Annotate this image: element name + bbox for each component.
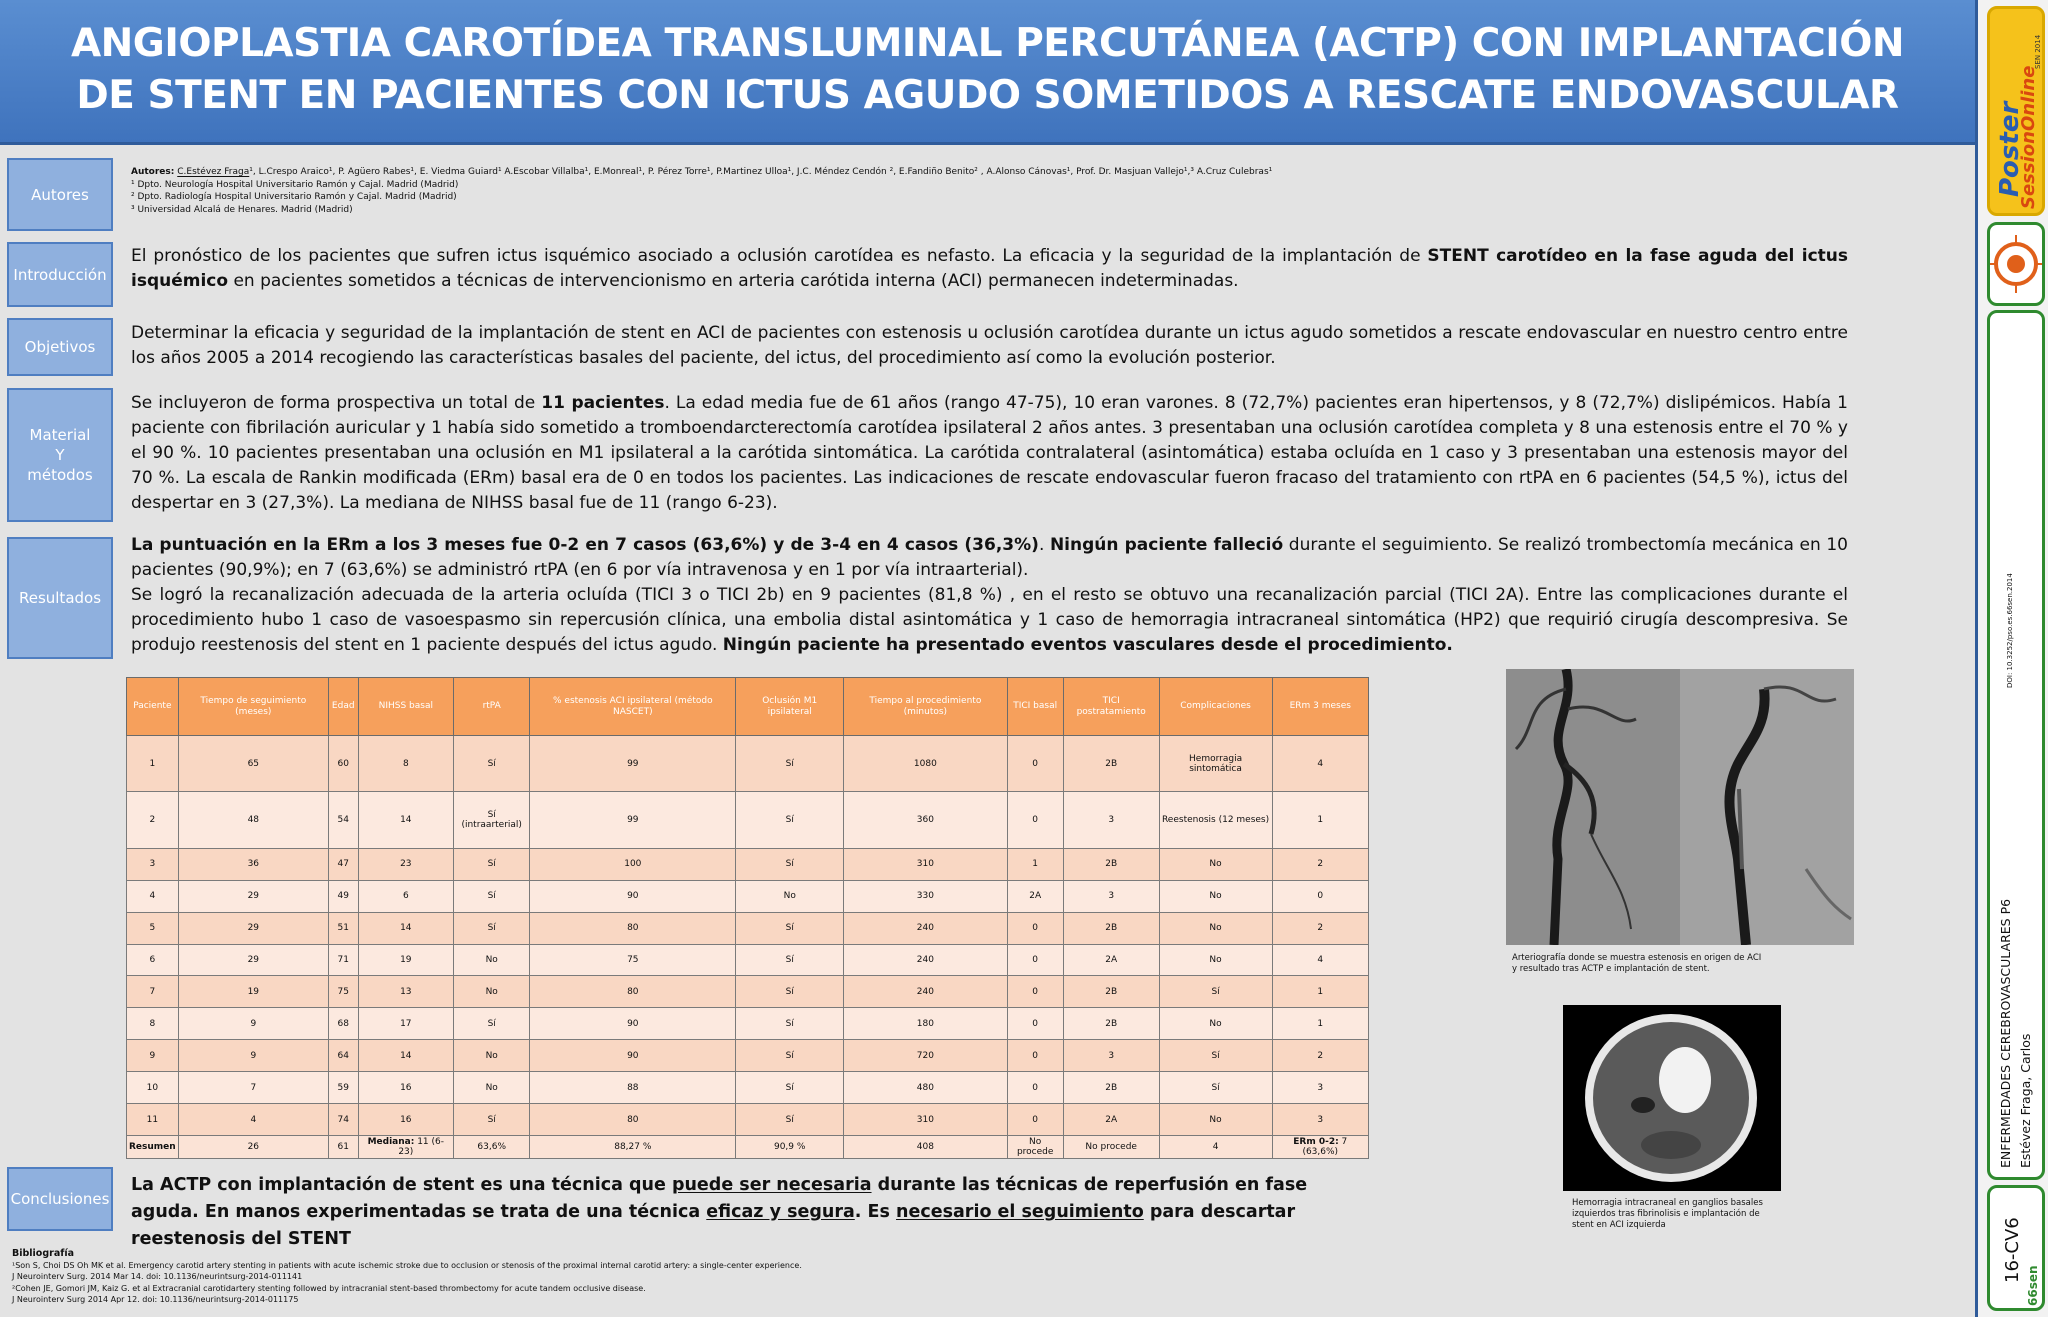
brand-word-1: Poster — [1995, 101, 2025, 197]
table-header-cell: Tiempo de seguimiento (meses) — [178, 678, 328, 736]
table-cell: 4 — [178, 1104, 328, 1136]
table-header-cell: TICI basal — [1007, 678, 1063, 736]
table-cell: Sí (intraarterial) — [454, 792, 530, 848]
section-label-resultados: Resultados — [7, 537, 113, 659]
affiliation-2: ² Dpto. Radiología Hospital Universitario Ramón y Cajal. Madrid (Madrid) — [131, 192, 457, 202]
summary-cell: 61 — [328, 1136, 358, 1159]
table-cell: 19 — [178, 976, 328, 1008]
table-cell: 80 — [530, 912, 736, 944]
table-header-cell: Edad — [328, 678, 358, 736]
table-cell: 5 — [127, 912, 179, 944]
table-body — [127, 736, 1369, 1136]
table-cell: No — [1159, 848, 1272, 880]
introduccion-text — [131, 244, 1848, 294]
table-cell: 16 — [358, 1104, 453, 1136]
table-cell: 0 — [1007, 1040, 1063, 1072]
table-cell: 6 — [127, 944, 179, 976]
table-cell: Sí — [454, 880, 530, 912]
material-line-1: Material — [29, 426, 91, 444]
table-cell: 2A — [1063, 944, 1159, 976]
table-row — [127, 792, 1369, 848]
table-row — [127, 944, 1369, 976]
section-label-autores: Autores — [7, 158, 113, 231]
table-cell: 2B — [1063, 1072, 1159, 1104]
table-cell: 51 — [328, 912, 358, 944]
concl-part-1: La ACTP con implantación de stent es una técnica que — [131, 1175, 672, 1195]
table-cell: 2 — [1272, 912, 1368, 944]
resultados-paragraph-1 — [131, 533, 1848, 583]
table-cell: 9 — [127, 1040, 179, 1072]
table-cell: 330 — [844, 880, 1007, 912]
table-cell: 74 — [328, 1104, 358, 1136]
summary-bold: Mediana: — [367, 1137, 415, 1147]
table-cell: 0 — [1007, 912, 1063, 944]
sen-mark: 66sen — [2026, 1265, 2040, 1306]
society-logo — [1987, 222, 2045, 306]
material-line-2: Y — [55, 446, 65, 464]
table-header-cell: Tiempo al procedimiento (minutos) — [844, 678, 1007, 736]
table-cell: 71 — [328, 944, 358, 976]
table-cell: 240 — [844, 976, 1007, 1008]
table-cell: 90 — [530, 880, 736, 912]
poster-code: 16-CV6 — [2002, 1217, 2023, 1283]
table-cell: 3 — [1063, 792, 1159, 848]
table-cell: 1 — [127, 736, 179, 792]
poster-info-box — [1987, 310, 2045, 1180]
table-summary-row — [127, 1136, 1369, 1159]
right-sidebar — [1975, 0, 2048, 1317]
material-line-3: métodos — [27, 466, 93, 484]
table-cell: 2B — [1063, 848, 1159, 880]
table-cell: 23 — [358, 848, 453, 880]
table-row — [127, 1104, 1369, 1136]
bibliography-line: J Neurointerv Surg 2014 Apr 12. doi: 10.1136/neurintsurg-2014-011175 — [12, 1295, 299, 1304]
metodos-bold: 11 pacientes — [541, 393, 665, 413]
table-cell: 720 — [844, 1040, 1007, 1072]
poster-code-box — [1987, 1185, 2045, 1311]
summary-cell: 90,9 % — [736, 1136, 844, 1159]
table-row — [127, 736, 1369, 792]
table-cell: 0 — [1007, 1072, 1063, 1104]
table-header-row — [127, 678, 1369, 736]
table-cell: No — [1159, 1104, 1272, 1136]
table-cell: 3 — [1063, 880, 1159, 912]
doi-label: DOI: 10.3252/pso.es.66sen.2014 — [2006, 573, 2014, 688]
table-row — [127, 880, 1369, 912]
table-cell: No — [736, 880, 844, 912]
metodos-part-1: Se incluyeron de forma prospectiva un total de — [131, 393, 542, 413]
angiography-caption: Arteriografía donde se muestra estenosis en origen de ACI y resultado tras ACTP e implantación de stent. — [1512, 953, 1762, 974]
concl-part-2: durante las técnicas de reperfusión en fase aguda. En manos experimentadas se trata de una técnica — [131, 1175, 1308, 1222]
table-cell: 29 — [178, 880, 328, 912]
table-cell: 1 — [1272, 976, 1368, 1008]
table-cell: 80 — [530, 976, 736, 1008]
bibliography-line: J Neurointerv Surg. 2014 Mar 14. doi: 10.1136/neurintsurg-2014-011141 — [12, 1272, 303, 1281]
table-cell: 1 — [1272, 792, 1368, 848]
table-cell: 90 — [530, 1040, 736, 1072]
table-cell: No — [1159, 944, 1272, 976]
table-cell: Sí — [736, 1104, 844, 1136]
table-cell: Sí — [736, 1072, 844, 1104]
table-cell: 1 — [1272, 1008, 1368, 1040]
table-cell: 2B — [1063, 976, 1159, 1008]
conclusiones-text — [131, 1172, 1371, 1253]
title-bar — [0, 0, 1975, 145]
table-cell: 3 — [1272, 1104, 1368, 1136]
table-cell: 4 — [1272, 944, 1368, 976]
table-cell: 8 — [358, 736, 453, 792]
metodos-part-2: . La edad media fue de 61 años (rango 47-75), 10 eran varones. 8 (72,7%) pacientes eran hipertensos, y 8 (72,7%) dislipémicos. Había 1 paciente con fibrilación auricular y 1 había sido sometido a tromboendarcterectomía carotídea ipsilateral 2 años antes. 3 presentaban una oclusión carotídea completa y 8 una estenosis entre el 70 % y el 90 %. 10 pacientes presentaban una oclusión en M1 ipsilateral a la carótida sintomática. La carótida contralateral (asintomática) estaba ocluída en 1 caso y 3 presentaban una estenosis mayor del 70 %. La escala de Rankin modificada (ERm) basal era de 0 en todos los pacientes. Las indicaciones de rescate endovascular fueron fracaso del tratamiento con rtPA en 6 pacientes (54,5 %), ictus del despertar en 3 (27,3%). La mediana de NIHSS basal fue de 11 (rango 6-23). — [131, 393, 1848, 513]
table-cell: 13 — [358, 976, 453, 1008]
table-header-cell: Oclusión M1 ipsilateral — [736, 678, 844, 736]
table-cell: 54 — [328, 792, 358, 848]
resultados-part-2: Se logró la recanalización adecuada de la arteria ocluída (TICI 3 o TICI 2b) en 9 pacientes (81,8 %) , en el resto se obtuvo una recanalización parcial (TICI 2A). Entre las complicaciones durante el procedimiento hubo 1 caso de vasoespasmo sin repercusión clínica, una embolia distal asintomática y 1 caso de hemorragia intracraneal sintomática (HP2) que requirió cirugía descompresiva. Se produjo reestenosis del stent en 1 paciente después del ictus agudo. — [131, 585, 1848, 655]
table-cell: Sí — [736, 912, 844, 944]
summary-cell: 4 — [1159, 1136, 1272, 1159]
authors-rest: ¹, L.Crespo Araico¹, P. Agüero Rabes¹, E. Viedma Guiard¹ A.Escobar Villalba¹, E.Monreal¹, P. Pérez Torre¹, P.Martinez Ulloa¹, J.C. Méndez Cendón ², E.Fandiño Benito² , A.Alonso Cánovas¹, Prof. Dr. Masjuan Vallejo¹,³ A.Cruz Culebras¹ — [249, 167, 1273, 177]
table-cell: 4 — [1272, 736, 1368, 792]
table-row — [127, 1072, 1369, 1104]
summary-cell: No procede — [1007, 1136, 1063, 1159]
author-label: Estévez Fraga, Carlos — [2018, 1033, 2033, 1168]
table-cell: Sí — [454, 736, 530, 792]
table-cell: Sí — [454, 912, 530, 944]
table-header-cell: TICI postratamiento — [1063, 678, 1159, 736]
table-cell: 68 — [328, 1008, 358, 1040]
table-cell: Sí — [736, 976, 844, 1008]
table-cell: 14 — [358, 792, 453, 848]
summary-cell — [358, 1136, 453, 1159]
table-cell: 310 — [844, 848, 1007, 880]
table-header-cell: % estenosis ACI ipsilateral (método NASCET) — [530, 678, 736, 736]
table-row — [127, 1008, 1369, 1040]
table-cell: 2 — [127, 792, 179, 848]
ct-scan-image — [1563, 1005, 1781, 1191]
section-label-objetivos: Objetivos — [7, 318, 113, 376]
table-cell: 60 — [328, 736, 358, 792]
concl-underline-3: necesario el seguimiento — [896, 1202, 1144, 1222]
table-cell: 2A — [1007, 880, 1063, 912]
table-cell: 80 — [530, 1104, 736, 1136]
table-cell: 100 — [530, 848, 736, 880]
summary-cell: 63,6% — [454, 1136, 530, 1159]
table-row — [127, 848, 1369, 880]
resultados-bold-3: Ningún paciente ha presentado eventos vasculares desde el procedimiento. — [722, 635, 1453, 655]
summary-value: 11 (6-23) — [398, 1137, 445, 1157]
table-cell: 8 — [127, 1008, 179, 1040]
angiography-illustration — [1506, 669, 1854, 945]
ct-caption: Hemorragia intracraneal en ganglios basales izquierdos tras fibrinolisis e implantación de stent en ACI izquierda — [1572, 1198, 1763, 1230]
table-cell: 0 — [1007, 1104, 1063, 1136]
table-cell: Sí — [454, 1008, 530, 1040]
poster-session-logo — [1987, 6, 2045, 216]
authors-label: Autores: — [131, 167, 175, 177]
table-row — [127, 912, 1369, 944]
table-header-cell: Complicaciones — [1159, 678, 1272, 736]
table-cell: 88 — [530, 1072, 736, 1104]
table-cell: 1 — [1007, 848, 1063, 880]
table-cell: Sí — [736, 848, 844, 880]
table-cell: 6 — [358, 880, 453, 912]
bibliography-line: ¹Son S, Choi DS Oh MK et al. Emergency carotid artery stenting in patients with acute ischemic stroke due to occlusion or stenosis of the proximal internal carotid artery: a single-center experience. — [12, 1260, 802, 1270]
table-row — [127, 976, 1369, 1008]
table-cell: 2A — [1063, 1104, 1159, 1136]
table-cell: 3 — [1272, 1072, 1368, 1104]
table-cell: Sí — [736, 736, 844, 792]
resultados-text — [131, 533, 1848, 658]
intro-part-1: El pronóstico de los pacientes que sufren ictus isquémico asociado a oclusión carotídea es nefasto. La eficacia y la seguridad de la implantación de — [131, 246, 1428, 266]
table-cell: Sí — [736, 1040, 844, 1072]
table-header-cell: NIHSS basal — [358, 678, 453, 736]
category-label: ENFERMEDADES CEREBROVASCULARES P6 — [1998, 898, 2013, 1168]
table-cell: 0 — [1007, 1008, 1063, 1040]
objetivos-text: Determinar la eficacia y seguridad de la implantación de stent en ACI de pacientes con estenosis u oclusión carotídea durante un ictus agudo sometidos a rescate endovascular en nuestro centro entre los años 2005 a 2014 recogiendo las características basales del paciente, del ictus, del procedimiento así como la evolución posterior. — [131, 323, 1848, 368]
table-cell: 4 — [127, 880, 179, 912]
ct-illustration — [1563, 1005, 1781, 1191]
table-cell: 240 — [844, 912, 1007, 944]
table-cell: 19 — [358, 944, 453, 976]
table-cell: 64 — [328, 1040, 358, 1072]
table-cell: No — [1159, 1008, 1272, 1040]
table-cell: Reestenosis (12 meses) — [1159, 792, 1272, 848]
table-cell: Sí — [454, 848, 530, 880]
title-line-1: ANGIOPLASTIA CAROTÍDEA TRANSLUMINAL PERCUTÁNEA (ACTP) CON IMPLANTACIÓN — [70, 21, 1905, 66]
table-cell: 0 — [1007, 792, 1063, 848]
table-cell: 36 — [178, 848, 328, 880]
summary-cell: 88,27 % — [530, 1136, 736, 1159]
table-cell: 2B — [1063, 1008, 1159, 1040]
table-cell: 29 — [178, 944, 328, 976]
table-cell: 11 — [127, 1104, 179, 1136]
table-cell: 7 — [178, 1072, 328, 1104]
table-cell: 3 — [1063, 1040, 1159, 1072]
table-cell: No — [454, 1072, 530, 1104]
table-cell: 3 — [127, 848, 179, 880]
table-cell: 2B — [1063, 912, 1159, 944]
table-header-cell: Paciente — [127, 678, 179, 736]
table-cell: 310 — [844, 1104, 1007, 1136]
title-line-2: DE STENT EN PACIENTES CON ICTUS AGUDO SOMETIDOS A RESCATE ENDOVASCULAR — [76, 73, 1899, 118]
table-cell: No — [454, 976, 530, 1008]
intro-part-2: en pacientes sometidos a técnicas de intervencionismo en arteria carótida interna (ACI) permanecen indeterminadas. — [228, 271, 1239, 291]
affiliation-1: ¹ Dpto. Neurología Hospital Universitario Ramón y Cajal. Madrid (Madrid) — [131, 179, 459, 190]
affiliation-3: ³ Universidad Alcalá de Henares. Madrid (Madrid) — [131, 204, 353, 215]
angiography-image — [1506, 669, 1854, 945]
table-cell: 16 — [358, 1072, 453, 1104]
concl-part-4: para descartar reestenosis del STENT — [131, 1202, 1296, 1249]
summary-cell: 26 — [178, 1136, 328, 1159]
table-cell: Sí — [1159, 1072, 1272, 1104]
table-cell: 0 — [1007, 736, 1063, 792]
table-cell: 49 — [328, 880, 358, 912]
table-cell: No — [1159, 912, 1272, 944]
resultados-paragraph-2 — [131, 583, 1848, 658]
table-cell: 10 — [127, 1072, 179, 1104]
section-label-introduccion: Introducción — [7, 242, 113, 307]
brand-word-2: SessionOnline — [2018, 65, 2039, 209]
table-cell: 2 — [1272, 1040, 1368, 1072]
intro-bold: STENT carotídeo en la fase aguda del ictus isquémico — [131, 246, 1848, 291]
table-cell: 9 — [178, 1040, 328, 1072]
summary-cell: No procede — [1063, 1136, 1159, 1159]
resultados-part-1: durante el seguimiento. Se realizó trombectomía mecánica en 10 pacientes (90,9%); en 7 (63,6%) se administró rtPA (en 6 por vía intravenosa y en 1 por vía intraarterial). — [131, 535, 1849, 580]
table-cell: 48 — [178, 792, 328, 848]
authors-line — [131, 166, 1331, 179]
table-cell: Hemorragia sintomática — [1159, 736, 1272, 792]
table-cell: 7 — [127, 976, 179, 1008]
bibliography — [12, 1248, 1012, 1306]
summary-value: 7 (63,6%) — [1302, 1137, 1348, 1157]
table-header-cell: rtPA — [454, 678, 530, 736]
table-row — [127, 1040, 1369, 1072]
table-cell: Sí — [454, 1104, 530, 1136]
table-cell: 180 — [844, 1008, 1007, 1040]
table-cell: 99 — [530, 792, 736, 848]
summary-cell: 408 — [844, 1136, 1007, 1159]
table-cell: 1080 — [844, 736, 1007, 792]
table-cell: 17 — [358, 1008, 453, 1040]
brand-tag: SEN 2014 — [2034, 34, 2042, 69]
authors-block — [131, 166, 1331, 216]
table-cell: Sí — [736, 1008, 844, 1040]
section-label-conclusiones: Conclusiones — [7, 1167, 113, 1231]
summary-cell: Resumen — [127, 1136, 179, 1159]
summary-cell — [1272, 1136, 1368, 1159]
concl-underline-1: puede ser necesaria — [671, 1175, 872, 1195]
table-header-cell: ERm 3 meses — [1272, 678, 1368, 736]
table-cell: 9 — [178, 1008, 328, 1040]
table-cell: 2 — [1272, 848, 1368, 880]
resultados-bold-1: La puntuación en la ERm a los 3 meses fue 0-2 en 7 casos (63,6%) y de 3-4 en 4 casos (36,3%) — [131, 535, 1039, 555]
table-cell: 47 — [328, 848, 358, 880]
table-cell: Sí — [736, 944, 844, 976]
table-cell: 75 — [530, 944, 736, 976]
table-cell: No — [454, 944, 530, 976]
table-cell: 29 — [178, 912, 328, 944]
section-label-material — [7, 388, 113, 522]
table-cell: 0 — [1272, 880, 1368, 912]
concl-underline-2: eficaz y segura — [706, 1202, 855, 1222]
table-cell: Sí — [1159, 1040, 1272, 1072]
neuron-logo-icon — [1990, 225, 2042, 303]
table-cell: 14 — [358, 912, 453, 944]
patients-table — [126, 677, 1369, 1159]
table-cell: 75 — [328, 976, 358, 1008]
table-cell: 2B — [1063, 736, 1159, 792]
table-cell: 65 — [178, 736, 328, 792]
table-cell: Sí — [1159, 976, 1272, 1008]
table-cell: No — [454, 1040, 530, 1072]
summary-bold: ERm 0-2: — [1293, 1137, 1339, 1147]
first-author: C.Estévez Fraga — [177, 167, 250, 177]
table-cell: 0 — [1007, 976, 1063, 1008]
table-cell: 360 — [844, 792, 1007, 848]
table-cell: 14 — [358, 1040, 453, 1072]
resultados-sep: . — [1038, 535, 1050, 555]
table-cell: No — [1159, 880, 1272, 912]
bibliography-line: ²Cohen JE, Gomori JM, Kaiz G. et al Extracranial carotidartery stenting followed by intracranial stent-based thrombectomy for acute tandem occlusive disease. — [12, 1283, 646, 1293]
concl-part-3: . Es — [854, 1202, 897, 1222]
table-cell: 59 — [328, 1072, 358, 1104]
table-cell: 99 — [530, 736, 736, 792]
table-cell: 240 — [844, 944, 1007, 976]
metodos-text — [131, 391, 1848, 516]
bibliography-title: Bibliografía — [12, 1248, 75, 1259]
table-cell: 90 — [530, 1008, 736, 1040]
table-cell: Sí — [736, 792, 844, 848]
table-cell: 0 — [1007, 944, 1063, 976]
table-cell: 480 — [844, 1072, 1007, 1104]
resultados-bold-2: Ningún paciente falleció — [1049, 535, 1284, 555]
